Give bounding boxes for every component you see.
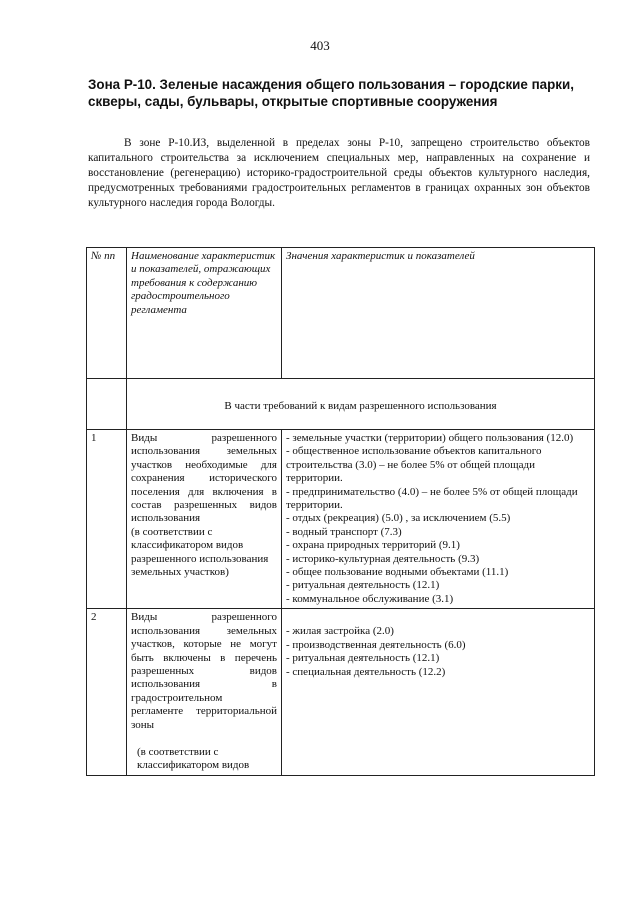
list-item: - производственная деятельность (6.0)	[286, 638, 466, 651]
row-number: 2	[87, 609, 127, 775]
list-item: - общественное использование объектов капитального строительства (3.0) – не более 5% от общей площади территории.	[286, 445, 542, 485]
header-name: Наименование характеристик и показателей, отражающих требования к содержанию градостроительного регламента	[127, 248, 282, 379]
row-note: (в соответствии с классификатором видов разрешенного использования земельных участков)	[131, 525, 269, 579]
regulation-table	[86, 247, 595, 776]
table-row	[87, 609, 595, 775]
list-item: - земельные участки (территории) общего пользования (12.0)	[286, 432, 574, 444]
list-item: - предпринимательство (4.0) – не более 5% от общей площади территории.	[286, 485, 578, 512]
list-item: - жилая застройка (2.0)	[286, 625, 394, 638]
table-header-row	[87, 248, 595, 379]
header-values: Значения характеристик и показателей	[282, 248, 595, 379]
page-number: 403	[310, 38, 330, 53]
section-row	[87, 379, 595, 430]
row-name-cell	[127, 430, 282, 609]
list-item: - ритуальная деятельность (12.1)	[286, 652, 440, 665]
list-item: - охрана природных территорий (9.1)	[286, 539, 460, 552]
uses-list	[286, 432, 590, 606]
list-item: - общее пользование водными объектами (11.1)	[286, 566, 509, 579]
zone-heading: Зона Р-10. Зеленые насаждения общего пользования – городские парки, скверы, сады, бульвары, открытые спортивные сооружения	[88, 77, 574, 109]
intro-paragraph: В зоне Р-10.ИЗ, выделенной в пределах зоны Р-10, запрещено строительство объектов капитального строительства за исключением специальных мер, направленных на сохранение и восстановление (регенерацию) историко-градостроительной среды объектов культурного наследия, предусмотренных требованиями градостроительных регламентов в границах охранных зон объектов культурного наследия города Вологды.	[88, 137, 590, 209]
table-row	[87, 430, 595, 609]
row-uses-cell	[282, 430, 595, 609]
section-empty-cell	[87, 379, 127, 430]
list-item: - историко-культурная деятельность (9.3)	[286, 552, 480, 565]
row-name-cell	[127, 609, 282, 775]
list-item: - водный транспорт (7.3)	[286, 525, 402, 538]
row-number: 1	[87, 430, 127, 609]
list-item: - коммунальное обслуживание (3.1)	[286, 592, 454, 605]
section-title: В части требований к видам разрешенного использования	[127, 379, 595, 430]
uses-list	[286, 625, 590, 679]
row-name: Виды разрешенного использования земельных участков, которые не могут быть включены в перечень разрешенных видов использования в градостроительном регламенте территориальной зоны	[131, 611, 277, 731]
row-name: Виды разрешенного использования земельных участков необходимые для сохранения исторического поселения для включения в состав разрешенных видов использования	[131, 432, 277, 525]
list-item: - отдых (рекреация) (5.0) , за исключением (5.5)	[286, 512, 511, 525]
row-note: (в соответствии с классификатором видов	[137, 745, 250, 772]
list-item: - ритуальная деятельность (12.1)	[286, 579, 440, 592]
row-uses-cell	[282, 609, 595, 775]
header-number: № пп	[87, 248, 127, 379]
list-item: - специальная деятельность (12.2)	[286, 665, 446, 678]
